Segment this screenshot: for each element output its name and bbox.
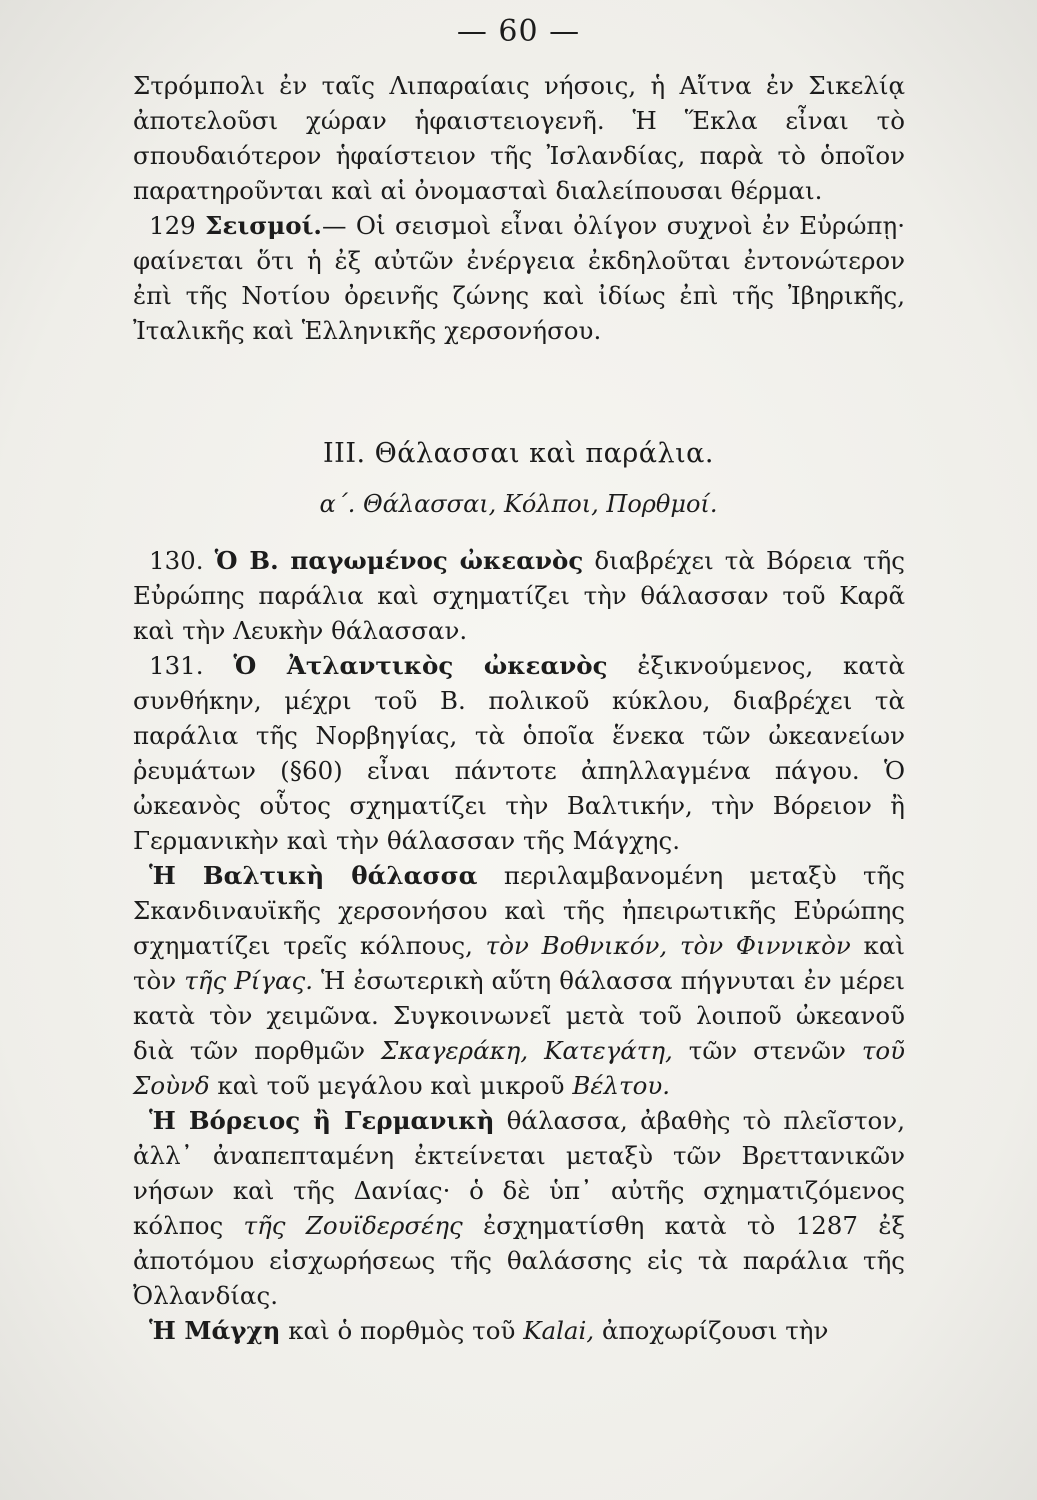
- paragraph-number: 130.: [149, 546, 215, 575]
- paragraph-text: Στρόμπολι ἐν ταῖς Λιπαραίαις νήσοις, ἡ Αἴτνα ἐν Σικελίᾳ ἀποτελοῦσι χώραν ἡφαιστειογενῆ. Ἡ Ἕκλα εἶναι τὸ σπουδαιότερον ἡφαίστειον τῆς Ἰσλανδίας, παρὰ τὸ ὁποῖον παρατηροῦνται καὶ αἱ ὀνομασταὶ διαλείπουσαι θέρμαι.: [133, 71, 905, 205]
- paragraph-text: διαβρέχει τὰ Βόρεια τῆς Εὐρώπης παράλια καὶ σχηματίζει τὴν θάλασσαν τοῦ Καρᾶ καὶ τὴν Λευκὴν θάλασσαν.: [133, 546, 905, 645]
- top-text-block: [133, 68, 905, 348]
- italic-term: Βέλτου.: [572, 1071, 671, 1100]
- paragraph-stromboli: [133, 68, 905, 208]
- subsection-heading: α΄. Θάλασσαι, Κόλποι, Πορθμοί.: [319, 490, 718, 518]
- italic-term: Σκαγεράκη, Κατεγάτη,: [380, 1036, 673, 1065]
- paragraph-number: 129: [149, 211, 206, 240]
- paragraph-text: καὶ ὁ πορθμὸς τοῦ: [280, 1316, 524, 1345]
- paragraph-number: 131.: [149, 651, 234, 680]
- paragraph-text: τῶν στενῶν: [672, 1036, 862, 1065]
- page-number: — 60 —: [456, 14, 581, 49]
- paragraph-text: ἀποχωρίζουσι τὴν: [594, 1316, 829, 1345]
- paragraph-channel: [133, 1313, 905, 1348]
- italic-term: τῆς Ζουϊδερσέης: [243, 1211, 463, 1240]
- italic-term: Kalai,: [523, 1316, 595, 1345]
- paragraph-title: Ὁ Ἀτλαντικὸς ὠκεανὸς: [233, 651, 608, 680]
- paragraph-text: καὶ τοῦ μεγάλου καὶ μικροῦ: [209, 1071, 573, 1100]
- paragraph-text: καὶ τὸν: [133, 931, 905, 995]
- paragraph-text: — Οἱ σεισμοὶ εἶναι ὀλίγον συχνοὶ ἐν Εὐρώπῃ· φαίνεται ὅτι ἡ ἐξ αὐτῶν ἐνέργεια ἐκδηλοῦται ἐντονώτερον ἐπὶ τῆς Νοτίου ὀρεινῆς ζώνης καὶ ἰδίως ἐπὶ τῆς Ἰβηρικῆς, Ἰταλικῆς καὶ Ἑλληνικῆς χερσονήσου.: [133, 211, 905, 345]
- paragraph-title: Ἡ Βόρειος ἢ Γερμανικὴ: [149, 1106, 495, 1135]
- italic-term: τῆς Ρίγας.: [184, 966, 314, 995]
- section-heading: III. Θάλασσαι καὶ παράλια.: [322, 438, 714, 469]
- paragraph-text: περιλαμβανομένη μεταξὺ τῆς Σκανδιναυϊκῆς χερσονήσου καὶ τῆς ἠπειρωτικῆς Εὐρώπης σχηματίζει τρεῖς κόλπους,: [133, 861, 905, 960]
- paragraph-north-sea: [133, 1103, 905, 1313]
- main-text-block: [133, 543, 905, 1348]
- italic-term: τοῦ Σοὺνδ: [133, 1036, 906, 1100]
- paragraph-text: Ἡ ἐσωτερικὴ αὕτη θάλασσα πήγνυται ἐν μέρει κατὰ τὸν χειμῶνα. Συγκοινωνεῖ μετὰ τοῦ λοιποῦ ὠκεανοῦ διὰ τῶν πορθμῶν: [133, 966, 905, 1065]
- paragraph-130: [133, 543, 905, 648]
- italic-term: τὸν Βοθνικόν, τὸν Φιννικὸν: [485, 931, 851, 960]
- paragraph-text: ἐσχηματίσθη κατὰ τὸ 1287 ἐξ ἀποτόμου εἰσχωρήσεως τῆς θαλάσσης εἰς τὰ παράλια τῆς Ὀλλανδίας.: [133, 1211, 905, 1310]
- paragraph-baltic: [133, 858, 905, 1103]
- paragraph-131: [133, 648, 905, 858]
- paragraph-title: Ὁ Β. παγωμένος ὠκεανὸς: [214, 546, 584, 575]
- paragraph-129: [133, 208, 905, 348]
- paragraph-title: Σεισμοί.: [205, 211, 322, 240]
- paragraph-text: ἐξικνούμενος, κατὰ συνθήκην, μέχρι τοῦ Β. πολικοῦ κύκλου, διαβρέχει τὰ παράλια τῆς Νορβηγίας, τὰ ὁποῖα ἕνεκα τῶν ὠκεανείων ῥευμάτων (§60) εἶναι πάντοτε ἀπηλλαγμένα πάγου. Ὁ ὠκεανὸς οὗτος σχηματίζει τὴν Βαλτικήν, τὴν Βόρειον ἢ Γερμανικὴν καὶ τὴν θάλασσαν τῆς Μάγχης.: [133, 651, 906, 855]
- paragraph-text: θάλασσα, ἀβαθὴς τὸ πλεῖστον, ἀλλ᾽ ἀναπεπταμένη ἐκτείνεται μεταξὺ τῶν Βρεττανικῶν νήσων καὶ τῆς Δανίας· ὁ δὲ ὑπ᾽ αὐτῆς σχηματιζόμενος κόλπος: [133, 1106, 905, 1240]
- paragraph-title: Ἡ Βαλτικὴ θάλασσα: [149, 861, 478, 890]
- paragraph-title: Ἡ Μάγχη: [149, 1316, 281, 1345]
